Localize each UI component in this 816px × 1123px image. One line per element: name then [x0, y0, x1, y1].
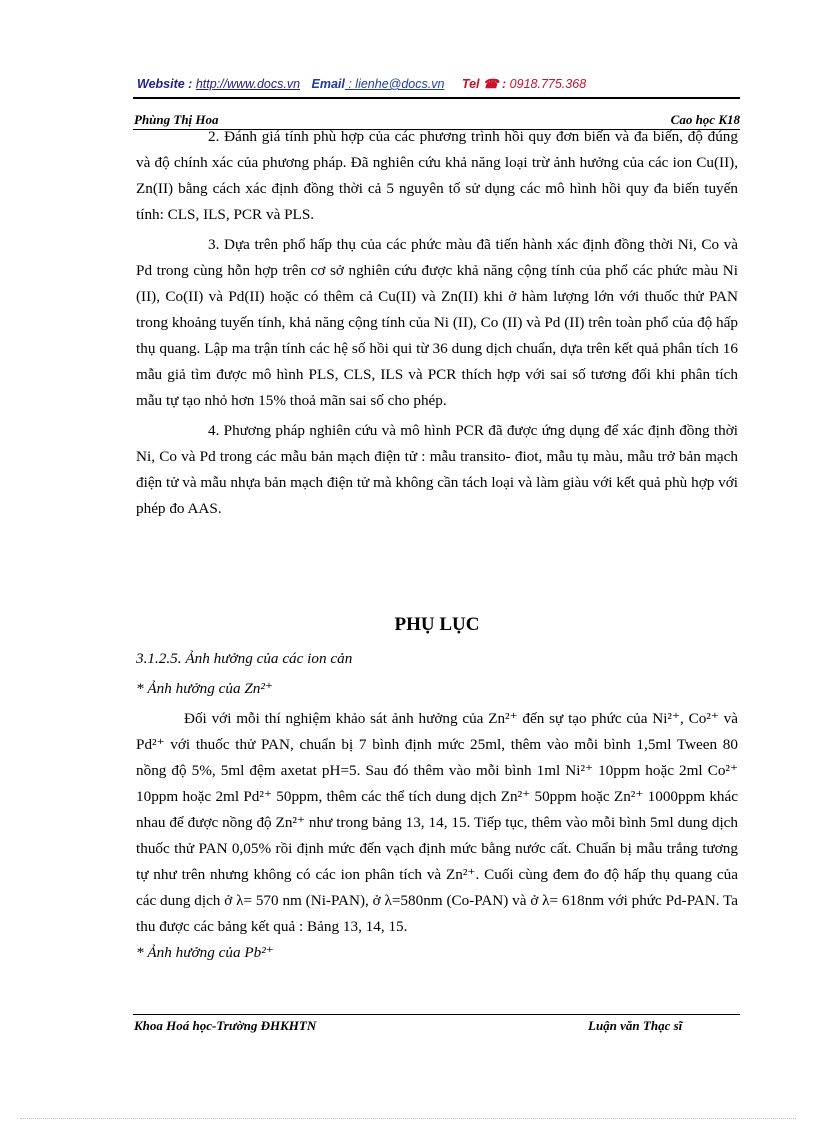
paragraph-3: 3. Dựa trên phổ hấp thụ của các phức màu đã tiến hành xác định đồng thời Ni, Co và Pd trong cùng hỗn hợp trên cơ sở nghiên cứu được khả năng cộng tính của phổ các phức màu Ni (II), Co(II) và Pd(II) hoặc có thêm cả Cu(II) và Zn(II) khi ở hàm lượng lớn với thuốc thử PAN trong khoảng tuyến tính, khả năng cộng tính của Ni (II), Co (II) và Pd (II) trên toàn phổ của độ hấp thụ quang. Lập ma trận tính các hệ số hồi qui từ 36 dung dịch chuẩn, dựa trên kết quả phân tích 16 mẫu giả tìm được mô hình PLS, CLS, ILS và PCR thích hợp với sai số tương đối khi phân tích mẫu tự tạo nhỏ hơn 15% thoả mãn sai số cho phép. [136, 236, 738, 409]
appendix-title: PHỤ LỤC [394, 614, 480, 635]
email-label: Email [311, 77, 345, 91]
conclusion-section [136, 124, 738, 522]
email-link[interactable]: : lienhe@docs.vn [344, 77, 445, 91]
header-author: Phùng Thị Hoa [134, 112, 219, 127]
zn-paragraph: Đối với mỗi thí nghiệm khảo sát ảnh hưởng của Zn²⁺ đến sự tạo phức của Ni²⁺, Co²⁺ và Pd²⁺ với thuốc thử PAN, chuẩn bị 7 bình định mức 25ml, thêm vào mỗi bình 1,5ml Tween 80 nồng độ 5%, 5ml đệm axetat pH=5. Sau đó thêm vào mỗi bình 1ml Ni²⁺ 10ppm hoặc 2ml Co²⁺ 10ppm hoặc 2ml Pd²⁺ 50ppm, thêm các thể tích dung dịch Zn²⁺ 50ppm hoặc Zn²⁺ 1000ppm khác nhau để được nồng độ Zn²⁺ như trong bảng 13, 14, 15. Tiếp tục, thêm vào mỗi bình 5ml dung dịch thuốc thử PAN 0,05% rồi định mức đến vạch định mức bằng nước cất. Chuẩn bị mẫu trắng tương tự như trên nhưng không có các ion phân tích và Zn²⁺. Cuối cùng đem đo độ hấp thụ quang của các dung dịch ở λ= 570 nm (Ni-PAN), ở λ=580nm (Co-PAN) và ở λ= 618nm với phức Pd-PAN. Ta thu được các bảng kết quả : Bảng 13, 14, 15. [136, 710, 738, 935]
page-edge-divider [20, 1118, 796, 1119]
tel-label: Tel ☎ : [461, 77, 507, 91]
website-link[interactable]: http://www.docs.vn [195, 77, 301, 91]
footer-rule [133, 1014, 740, 1015]
website-label: Website : [137, 77, 196, 91]
tel-value: 0918.775.368 [506, 77, 587, 91]
website-banner [137, 76, 586, 91]
section-heading: 3.1.2.5. Ảnh hưởng của các ion cản [136, 650, 353, 667]
header-class: Cao học K18 [670, 112, 740, 127]
footer-faculty: Khoa Hoá học-Trường ĐHKHTN [134, 1018, 317, 1033]
banner-rule [133, 97, 740, 99]
pb-heading: * Ảnh hưởng của Pb²⁺ [136, 944, 274, 961]
paragraph-4: 4. Phương pháp nghiên cứu và mô hình PCR đã được ứng dụng để xác định đồng thời Ni, Co và Pd trong các mẫu bản mạch điện tử : mẫu transito- điot, mẫu tụ màu, mẫu trở bản mạch điện tử và mẫu nhựa bản mạch điện tử mà không cần tách loại và làm giàu với kết quả phù hợp với phép đo AAS. [136, 422, 738, 517]
zn-heading: * Ảnh hưởng của Zn²⁺ [136, 680, 273, 697]
paragraph-2: 2. Đánh giá tính phù hợp của các phương trình hồi quy đơn biến và đa biến, độ đúng và độ chính xác của phương pháp. Đã nghiên cứu khả năng loại trừ ảnh hưởng của các ion Cu(II), Zn(II) bằng cách xác định đồng thời cả 5 nguyên tố sử dụng các mô hình hồi quy đa biến tuyến tính: CLS, ILS, PCR và PLS. [136, 128, 738, 223]
footer-thesis: Luận văn Thạc sĩ [588, 1018, 683, 1033]
appendix-section [136, 646, 738, 966]
